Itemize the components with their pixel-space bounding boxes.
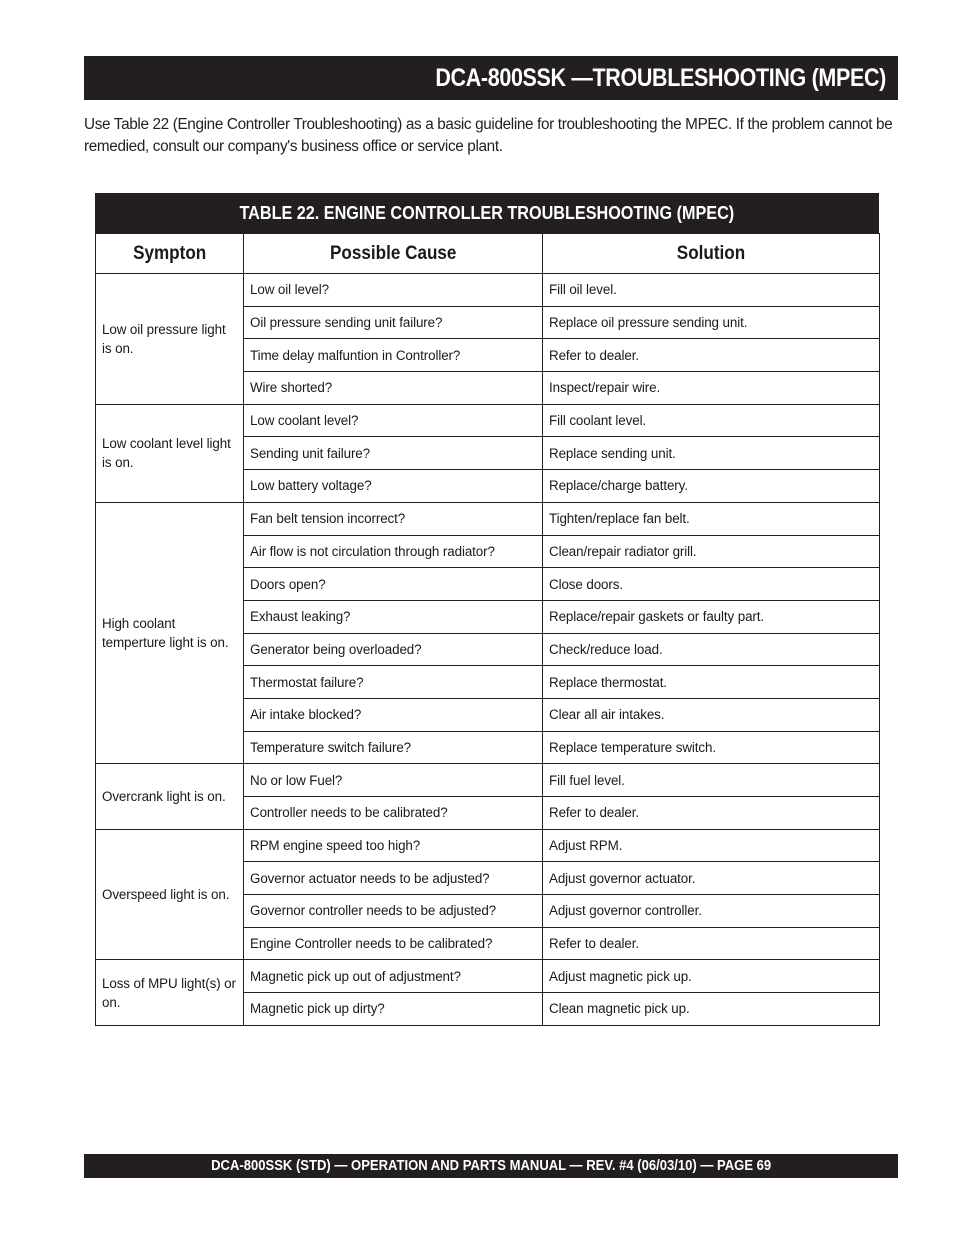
symptom-cell: Loss of MPU light(s) or on. (96, 960, 244, 1025)
solution-cell: Fill oil level. (543, 274, 880, 307)
cause-cell: Air intake blocked? (244, 698, 543, 731)
cause-cell: Thermostat failure? (244, 666, 543, 699)
solution-cell: Replace oil pressure sending unit. (543, 306, 880, 339)
cause-cell: Low oil level? (244, 274, 543, 307)
solution-cell: Replace temperature switch. (543, 731, 880, 764)
cause-cell: No or low Fuel? (244, 764, 543, 797)
solution-cell: Close doors. (543, 568, 880, 601)
solution-cell: Tighten/replace fan belt. (543, 502, 880, 535)
table-header-row (96, 234, 880, 274)
cause-cell: Magnetic pick up out of adjustment? (244, 960, 543, 993)
solution-cell: Clear all air intakes. (543, 698, 880, 731)
symptom-cell: Low coolant level light is on. (96, 404, 244, 502)
cause-cell: Oil pressure sending unit failure? (244, 306, 543, 339)
solution-cell: Fill coolant level. (543, 404, 880, 437)
solution-cell: Replace sending unit. (543, 437, 880, 470)
solution-cell: Clean magnetic pick up. (543, 993, 880, 1026)
table-caption (95, 193, 879, 233)
cause-cell: Wire shorted? (244, 372, 543, 405)
cause-cell: Governor controller needs to be adjusted? (244, 895, 543, 928)
table-row (96, 829, 880, 862)
solution-cell: Adjust governor controller. (543, 895, 880, 928)
table-row (96, 960, 880, 993)
cause-cell: Engine Controller needs to be calibrated? (244, 927, 543, 960)
cause-cell: Low coolant level? (244, 404, 543, 437)
solution-cell: Replace/repair gaskets or faulty part. (543, 600, 880, 633)
intro-paragraph: Use Table 22 (Engine Controller Troubleshooting) as a basic guideline for troubleshooting the MPEC. If the problem cannot be remedied, consult our company's business office or service plant. (84, 116, 893, 155)
cause-cell: Exhaust leaking? (244, 600, 543, 633)
troubleshooting-table (95, 193, 879, 1026)
cause-cell: Controller needs to be calibrated? (244, 797, 543, 830)
solution-cell: Clean/repair radiator grill. (543, 535, 880, 568)
table-row (96, 502, 880, 535)
cause-cell: Sending unit failure? (244, 437, 543, 470)
table-row (96, 274, 880, 307)
footer-bar (84, 1154, 898, 1178)
cause-cell: Generator being overloaded? (244, 633, 543, 666)
solution-cell: Check/reduce load. (543, 633, 880, 666)
table-row (96, 764, 880, 797)
symptom-cell: Overcrank light is on. (96, 764, 244, 829)
table-caption-text: TABLE 22. ENGINE CONTROLLER TROUBLESHOOTING (MPEC) (239, 202, 735, 223)
symptom-cell: Overspeed light is on. (96, 829, 244, 960)
troubleshooting-grid (95, 233, 880, 1026)
cause-cell: Magnetic pick up dirty? (244, 993, 543, 1026)
cause-cell: Time delay malfuntion in Controller? (244, 339, 543, 372)
solution-cell: Adjust magnetic pick up. (543, 960, 880, 993)
column-header-symptom: Sympton (96, 234, 244, 274)
solution-cell: Replace/charge battery. (543, 470, 880, 503)
solution-cell: Fill fuel level. (543, 764, 880, 797)
column-header-cause: Possible Cause (244, 234, 543, 274)
cause-cell: Governor actuator needs to be adjusted? (244, 862, 543, 895)
solution-cell: Refer to dealer. (543, 339, 880, 372)
solution-cell: Refer to dealer. (543, 797, 880, 830)
solution-cell: Refer to dealer. (543, 927, 880, 960)
cause-cell: RPM engine speed too high? (244, 829, 543, 862)
table-row (96, 404, 880, 437)
solution-cell: Adjust RPM. (543, 829, 880, 862)
cause-cell: Temperature switch failure? (244, 731, 543, 764)
page-title: DCA-800SSK —TROUBLESHOOTING (MPEC) (435, 63, 886, 92)
cause-cell: Doors open? (244, 568, 543, 601)
footer-text: DCA-800SSK (STD) — OPERATION AND PARTS MANUAL — REV. #4 (06/03/10) — PAGE 69 (210, 1158, 772, 1174)
solution-cell: Inspect/repair wire. (543, 372, 880, 405)
page-title-bar (84, 56, 898, 100)
solution-cell: Replace thermostat. (543, 666, 880, 699)
symptom-cell: Low oil pressure light is on. (96, 274, 244, 405)
solution-cell: Adjust governor actuator. (543, 862, 880, 895)
column-header-solution: Solution (543, 234, 880, 274)
cause-cell: Low battery voltage? (244, 470, 543, 503)
cause-cell: Air flow is not circulation through radiator? (244, 535, 543, 568)
symptom-cell: High coolant temperture light is on. (96, 502, 244, 764)
cause-cell: Fan belt tension incorrect? (244, 502, 543, 535)
table-body (96, 274, 880, 1026)
